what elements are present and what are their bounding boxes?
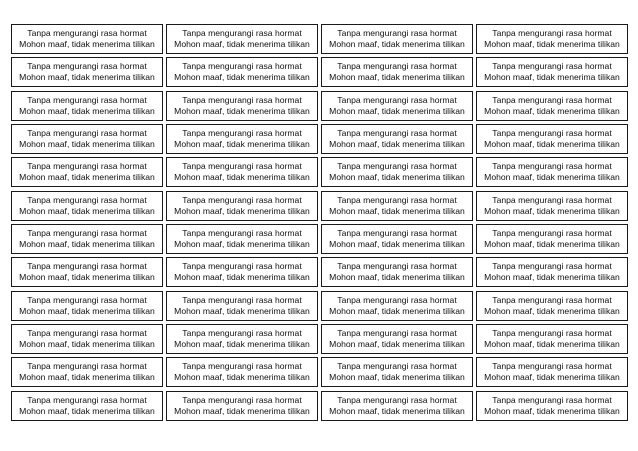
address-label bbox=[11, 257, 163, 287]
label-line-1: Tanpa mengurangi rasa hormat bbox=[337, 228, 457, 239]
label-line-1: Tanpa mengurangi rasa hormat bbox=[182, 361, 302, 372]
label-line-2: Mohon maaf, tidak menerima tilikan bbox=[174, 172, 310, 183]
label-line-2: Mohon maaf, tidak menerima tilikan bbox=[329, 39, 465, 49]
address-label bbox=[11, 391, 163, 421]
address-label bbox=[476, 57, 628, 87]
address-label bbox=[11, 357, 163, 387]
address-label bbox=[11, 57, 163, 87]
address-label bbox=[321, 291, 473, 321]
label-line-1: Tanpa mengurangi rasa hormat bbox=[182, 28, 302, 38]
label-line-2: Mohon maaf, tidak menerima tilikan bbox=[174, 105, 310, 116]
label-line-2: Mohon maaf, tidak menerima tilikan bbox=[329, 305, 465, 316]
label-line-1: Tanpa mengurangi rasa hormat bbox=[182, 161, 302, 172]
label-line-2: Mohon maaf, tidak menerima tilikan bbox=[174, 205, 310, 216]
label-line-2: Mohon maaf, tidak menerima tilikan bbox=[484, 372, 620, 383]
label-line-2: Mohon maaf, tidak menerima tilikan bbox=[329, 405, 465, 416]
address-label bbox=[11, 91, 163, 121]
address-label bbox=[11, 124, 163, 154]
label-line-2: Mohon maaf, tidak menerima tilikan bbox=[19, 105, 155, 116]
label-line-1: Tanpa mengurangi rasa hormat bbox=[337, 194, 457, 205]
address-label bbox=[321, 57, 473, 87]
address-label bbox=[166, 224, 318, 254]
label-line-1: Tanpa mengurangi rasa hormat bbox=[492, 361, 612, 372]
label-line-2: Mohon maaf, tidak menerima tilikan bbox=[329, 172, 465, 183]
address-label bbox=[166, 357, 318, 387]
label-line-1: Tanpa mengurangi rasa hormat bbox=[492, 61, 612, 72]
label-line-2: Mohon maaf, tidak menerima tilikan bbox=[174, 139, 310, 150]
label-line-2: Mohon maaf, tidak menerima tilikan bbox=[484, 205, 620, 216]
label-line-2: Mohon maaf, tidak menerima tilikan bbox=[484, 339, 620, 350]
label-line-2: Mohon maaf, tidak menerima tilikan bbox=[19, 139, 155, 150]
label-line-2: Mohon maaf, tidak menerima tilikan bbox=[174, 72, 310, 83]
label-line-2: Mohon maaf, tidak menerima tilikan bbox=[329, 105, 465, 116]
address-label bbox=[476, 357, 628, 387]
address-label bbox=[321, 24, 473, 54]
address-label bbox=[476, 324, 628, 354]
label-grid bbox=[11, 24, 628, 421]
label-line-1: Tanpa mengurangi rasa hormat bbox=[492, 328, 612, 339]
label-line-1: Tanpa mengurangi rasa hormat bbox=[337, 61, 457, 72]
label-line-2: Mohon maaf, tidak menerima tilikan bbox=[19, 272, 155, 283]
address-label bbox=[11, 324, 163, 354]
address-label bbox=[166, 157, 318, 187]
label-line-2: Mohon maaf, tidak menerima tilikan bbox=[19, 72, 155, 83]
label-line-1: Tanpa mengurangi rasa hormat bbox=[27, 128, 147, 139]
label-line-2: Mohon maaf, tidak menerima tilikan bbox=[19, 339, 155, 350]
label-line-2: Mohon maaf, tidak menerima tilikan bbox=[174, 39, 310, 49]
label-line-2: Mohon maaf, tidak menerima tilikan bbox=[19, 205, 155, 216]
label-line-1: Tanpa mengurangi rasa hormat bbox=[182, 128, 302, 139]
label-line-2: Mohon maaf, tidak menerima tilikan bbox=[484, 39, 620, 49]
label-line-2: Mohon maaf, tidak menerima tilikan bbox=[484, 239, 620, 250]
label-line-2: Mohon maaf, tidak menerima tilikan bbox=[174, 405, 310, 416]
label-line-2: Mohon maaf, tidak menerima tilikan bbox=[329, 372, 465, 383]
label-line-1: Tanpa mengurangi rasa hormat bbox=[337, 128, 457, 139]
address-label bbox=[321, 357, 473, 387]
label-line-1: Tanpa mengurangi rasa hormat bbox=[27, 28, 147, 38]
label-line-1: Tanpa mengurangi rasa hormat bbox=[492, 94, 612, 105]
address-label bbox=[321, 257, 473, 287]
address-label bbox=[321, 191, 473, 221]
label-line-1: Tanpa mengurangi rasa hormat bbox=[182, 61, 302, 72]
address-label bbox=[476, 91, 628, 121]
label-line-2: Mohon maaf, tidak menerima tilikan bbox=[484, 72, 620, 83]
address-label bbox=[166, 291, 318, 321]
label-line-1: Tanpa mengurangi rasa hormat bbox=[27, 328, 147, 339]
address-label bbox=[11, 157, 163, 187]
address-label bbox=[321, 157, 473, 187]
address-label bbox=[321, 224, 473, 254]
label-line-1: Tanpa mengurangi rasa hormat bbox=[492, 394, 612, 405]
label-line-1: Tanpa mengurangi rasa hormat bbox=[337, 294, 457, 305]
label-line-1: Tanpa mengurangi rasa hormat bbox=[337, 161, 457, 172]
label-line-1: Tanpa mengurangi rasa hormat bbox=[27, 194, 147, 205]
label-line-2: Mohon maaf, tidak menerima tilikan bbox=[174, 239, 310, 250]
address-label bbox=[476, 24, 628, 54]
address-label bbox=[476, 191, 628, 221]
label-line-1: Tanpa mengurangi rasa hormat bbox=[27, 161, 147, 172]
label-line-2: Mohon maaf, tidak menerima tilikan bbox=[19, 305, 155, 316]
label-line-2: Mohon maaf, tidak menerima tilikan bbox=[329, 272, 465, 283]
label-line-2: Mohon maaf, tidak menerima tilikan bbox=[19, 39, 155, 49]
label-line-2: Mohon maaf, tidak menerima tilikan bbox=[484, 272, 620, 283]
address-label bbox=[476, 157, 628, 187]
address-label bbox=[166, 257, 318, 287]
label-line-2: Mohon maaf, tidak menerima tilikan bbox=[174, 339, 310, 350]
address-label bbox=[321, 391, 473, 421]
label-line-1: Tanpa mengurangi rasa hormat bbox=[492, 194, 612, 205]
address-label bbox=[166, 91, 318, 121]
label-line-1: Tanpa mengurangi rasa hormat bbox=[492, 228, 612, 239]
address-label bbox=[476, 291, 628, 321]
label-line-1: Tanpa mengurangi rasa hormat bbox=[492, 28, 612, 38]
label-line-1: Tanpa mengurangi rasa hormat bbox=[182, 228, 302, 239]
label-line-1: Tanpa mengurangi rasa hormat bbox=[182, 94, 302, 105]
label-line-2: Mohon maaf, tidak menerima tilikan bbox=[19, 172, 155, 183]
label-line-1: Tanpa mengurangi rasa hormat bbox=[492, 161, 612, 172]
label-line-2: Mohon maaf, tidak menerima tilikan bbox=[329, 339, 465, 350]
address-label bbox=[321, 91, 473, 121]
label-line-2: Mohon maaf, tidak menerima tilikan bbox=[174, 372, 310, 383]
label-line-2: Mohon maaf, tidak menerima tilikan bbox=[484, 305, 620, 316]
label-line-1: Tanpa mengurangi rasa hormat bbox=[182, 328, 302, 339]
label-line-2: Mohon maaf, tidak menerima tilikan bbox=[19, 372, 155, 383]
label-line-1: Tanpa mengurangi rasa hormat bbox=[337, 361, 457, 372]
label-line-1: Tanpa mengurangi rasa hormat bbox=[337, 328, 457, 339]
label-line-1: Tanpa mengurangi rasa hormat bbox=[27, 361, 147, 372]
label-line-2: Mohon maaf, tidak menerima tilikan bbox=[329, 72, 465, 83]
label-line-1: Tanpa mengurangi rasa hormat bbox=[27, 294, 147, 305]
label-line-1: Tanpa mengurangi rasa hormat bbox=[182, 294, 302, 305]
address-label bbox=[476, 257, 628, 287]
label-line-1: Tanpa mengurangi rasa hormat bbox=[27, 394, 147, 405]
address-label bbox=[166, 324, 318, 354]
label-line-1: Tanpa mengurangi rasa hormat bbox=[182, 194, 302, 205]
label-line-2: Mohon maaf, tidak menerima tilikan bbox=[174, 272, 310, 283]
label-line-2: Mohon maaf, tidak menerima tilikan bbox=[19, 405, 155, 416]
address-label bbox=[166, 124, 318, 154]
label-line-1: Tanpa mengurangi rasa hormat bbox=[182, 261, 302, 272]
label-line-2: Mohon maaf, tidak menerima tilikan bbox=[329, 139, 465, 150]
label-line-1: Tanpa mengurangi rasa hormat bbox=[27, 94, 147, 105]
label-line-1: Tanpa mengurangi rasa hormat bbox=[337, 94, 457, 105]
address-label bbox=[166, 24, 318, 54]
label-line-1: Tanpa mengurangi rasa hormat bbox=[27, 61, 147, 72]
address-label bbox=[476, 391, 628, 421]
label-line-1: Tanpa mengurangi rasa hormat bbox=[337, 28, 457, 38]
label-line-1: Tanpa mengurangi rasa hormat bbox=[337, 394, 457, 405]
address-label bbox=[11, 24, 163, 54]
label-line-2: Mohon maaf, tidak menerima tilikan bbox=[484, 105, 620, 116]
label-line-2: Mohon maaf, tidak menerima tilikan bbox=[484, 405, 620, 416]
label-line-1: Tanpa mengurangi rasa hormat bbox=[492, 261, 612, 272]
label-line-2: Mohon maaf, tidak menerima tilikan bbox=[484, 139, 620, 150]
address-label bbox=[321, 124, 473, 154]
label-line-1: Tanpa mengurangi rasa hormat bbox=[492, 128, 612, 139]
label-line-2: Mohon maaf, tidak menerima tilikan bbox=[484, 172, 620, 183]
address-label bbox=[476, 224, 628, 254]
label-line-2: Mohon maaf, tidak menerima tilikan bbox=[19, 239, 155, 250]
address-label bbox=[11, 291, 163, 321]
label-line-1: Tanpa mengurangi rasa hormat bbox=[492, 294, 612, 305]
label-line-2: Mohon maaf, tidak menerima tilikan bbox=[174, 305, 310, 316]
address-label bbox=[476, 124, 628, 154]
address-label bbox=[11, 191, 163, 221]
address-label bbox=[166, 191, 318, 221]
label-line-2: Mohon maaf, tidak menerima tilikan bbox=[329, 205, 465, 216]
label-line-1: Tanpa mengurangi rasa hormat bbox=[182, 394, 302, 405]
label-line-1: Tanpa mengurangi rasa hormat bbox=[337, 261, 457, 272]
address-label bbox=[11, 224, 163, 254]
address-label bbox=[321, 324, 473, 354]
label-line-1: Tanpa mengurangi rasa hormat bbox=[27, 228, 147, 239]
address-label bbox=[166, 57, 318, 87]
address-label bbox=[166, 391, 318, 421]
label-line-2: Mohon maaf, tidak menerima tilikan bbox=[329, 239, 465, 250]
label-line-1: Tanpa mengurangi rasa hormat bbox=[27, 261, 147, 272]
